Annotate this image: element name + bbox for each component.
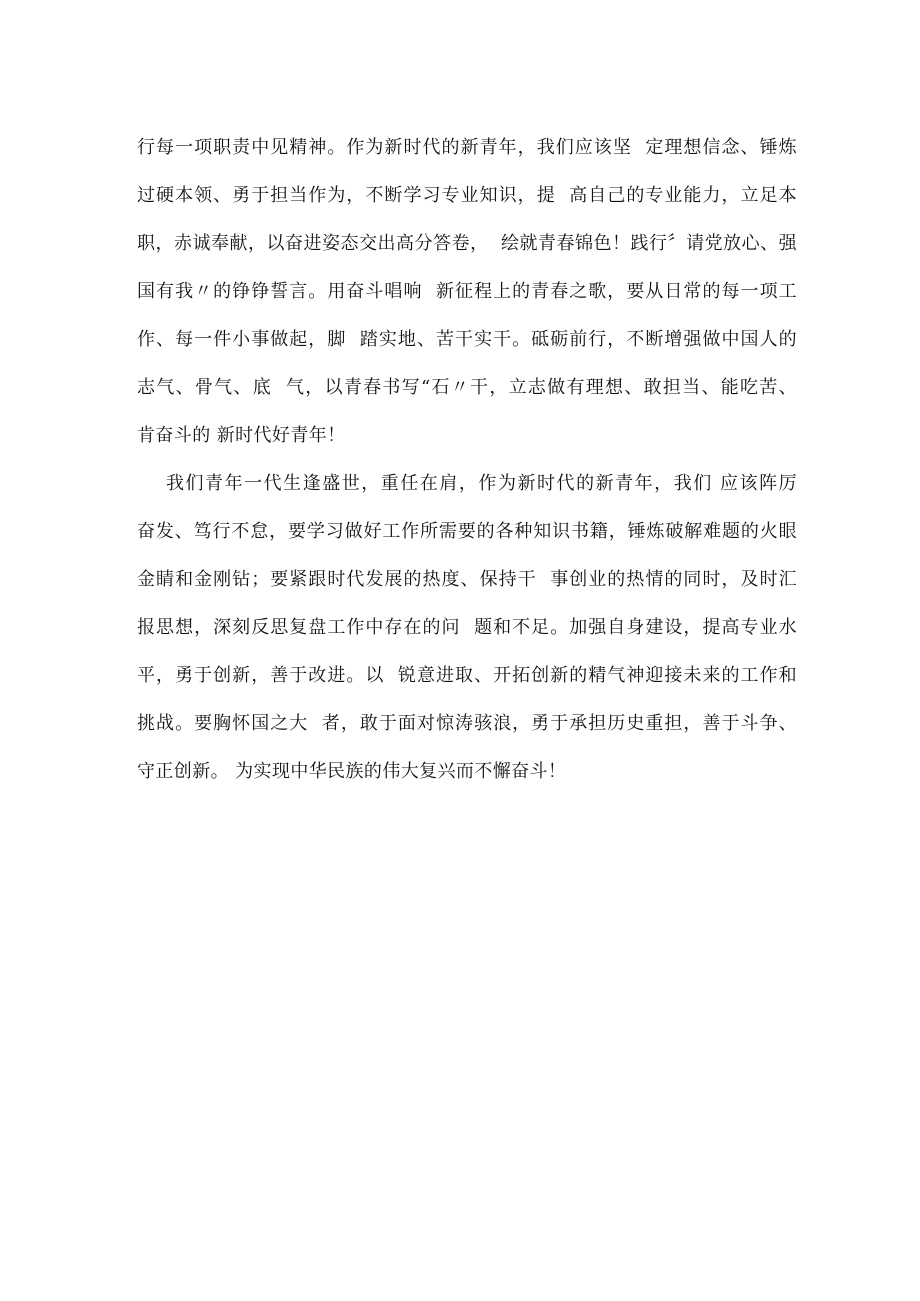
text-line: 作、每一件小事做起，脚 踏实地、苦干实干。砥砺前行，不断增强做中国人的 [137, 329, 797, 350]
text-line: 行每一项职责中见精神。作为新时代的新青年，我们应该坚 定理想信念、锤炼 [137, 137, 797, 158]
paragraph [137, 124, 797, 460]
text-line: 平，勇于创新，善于改进。以 锐意进取、开拓创新的精气神迎接未来的工作和 [137, 665, 797, 686]
text-line: 金睛和金刚钻；要紧跟时代发展的热度、保持干 事创业的热情的同时，及时汇 [137, 569, 797, 590]
text-line: 职，赤诚奉献，以奋进姿态交出高分答卷， 绘就青春锦色！践行〞请党放心、强 [137, 233, 797, 254]
text-line: 过硬本领、勇于担当作为，不断学习专业知识，提 高自己的专业能力，立足本 [137, 185, 797, 206]
text-line: 挑战。要胸怀国之大 者，敢于面对惊涛骇浪，勇于承担历史重担，善于斗争、 [137, 713, 797, 734]
text-line: 国有我〃的铮铮誓言。用奋斗唱响 新征程上的青春之歌，要从日常的每一项工 [137, 281, 797, 302]
text-line: 报思想，深刻反思复盘工作中存在的问 题和不足。加强自身建设，提高专业水 [137, 617, 797, 638]
text-line: 志气、骨气、底 气，以青春书写“石〃干，立志做有理想、敢担当、能吃苦、 [137, 377, 797, 398]
text-line: 奋发、笃行不怠，要学习做好工作所需要的各种知识书籍，锤炼破解难题的火眼 [137, 521, 797, 542]
text-line: 我们青年一代生逢盛世，重任在肩，作为新时代的新青年，我们 应该阵厉 [137, 473, 797, 494]
text-line: 肯奋斗的 新时代好青年！ [137, 425, 346, 446]
paragraph [137, 460, 797, 796]
document-body [137, 124, 797, 796]
text-line: 守正创新。 为实现中华民族的伟大复兴而不懈奋斗！ [137, 761, 567, 782]
